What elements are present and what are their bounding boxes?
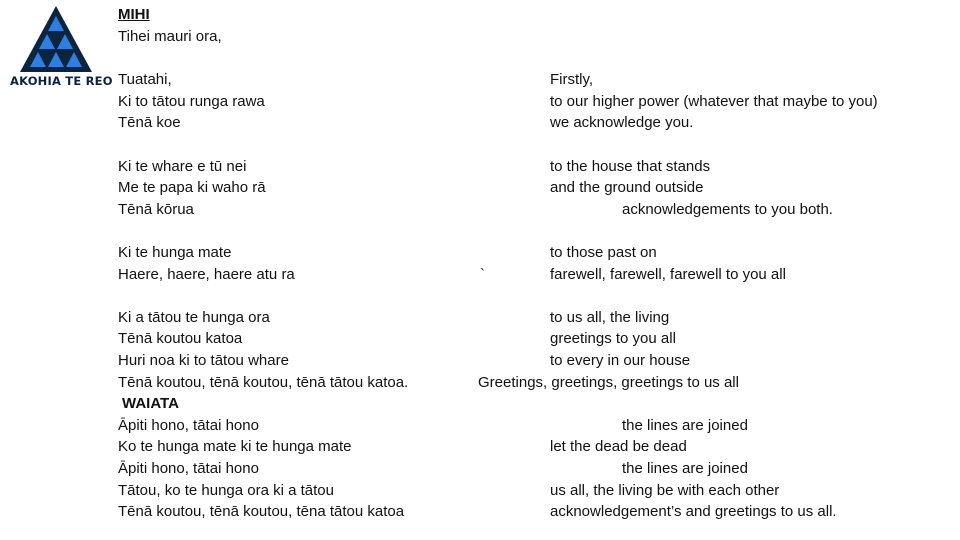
logo-text: AKOHIA TE REO bbox=[10, 74, 113, 88]
maori-line: Ki to tātou runga rawa bbox=[118, 93, 265, 110]
waiata-heading: WAIATA bbox=[122, 395, 179, 412]
page-title: MIHI bbox=[118, 6, 150, 23]
english-line: acknowledgements to you both. bbox=[622, 201, 833, 218]
english-line: to the house that stands bbox=[550, 158, 711, 175]
english-line: let the dead be dead bbox=[550, 438, 687, 455]
maori-line: Huri noa ki to tātou whare bbox=[118, 352, 289, 369]
maori-line: Ki te whare e tū nei bbox=[118, 158, 247, 175]
triangle-logo-icon bbox=[20, 6, 92, 72]
maori-line: Ki a tātou te hunga ora bbox=[118, 309, 270, 326]
maori-line: Āpiti hono, tātai hono bbox=[118, 417, 259, 434]
english-line: the lines are joined bbox=[622, 460, 748, 477]
akohia-te-reo-logo bbox=[10, 6, 113, 92]
maori-line: Tuatahi, bbox=[118, 71, 172, 88]
english-line: the lines are joined bbox=[622, 417, 748, 434]
maori-line: Me te papa ki waho rā bbox=[118, 179, 266, 196]
maori-line: Tēnā koutou katoa bbox=[118, 330, 243, 347]
english-line: Greetings, greetings, greetings to us all bbox=[478, 374, 739, 391]
maori-line: Haere, haere, haere atu ra bbox=[118, 266, 295, 283]
english-line: to our higher power (whatever that maybe to you) bbox=[550, 93, 878, 110]
opening-line: Tihei mauri ora, bbox=[118, 28, 222, 45]
maori-line: Tēnā kōrua bbox=[118, 201, 194, 218]
english-line: us all, the living be with each other bbox=[550, 482, 780, 499]
english-line: to every in our house bbox=[550, 352, 691, 369]
maori-line: Ki te hunga mate bbox=[118, 244, 232, 261]
maori-line: Āpiti hono, tātai hono bbox=[118, 460, 259, 477]
english-line: we acknowledge you. bbox=[550, 114, 694, 131]
english-line: acknowledgement’s and greetings to us all. bbox=[550, 503, 837, 520]
english-line: to us all, the living bbox=[550, 309, 670, 326]
english-line: and the ground outside bbox=[550, 179, 704, 196]
english-line: greetings to you all bbox=[550, 330, 676, 347]
maori-line: Tātou, ko te hunga ora ki a tātou bbox=[118, 482, 334, 499]
english-line: to those past on bbox=[550, 244, 657, 261]
english-line: Firstly, bbox=[550, 71, 594, 88]
maori-line: Tēnā koutou, tēnā koutou, tēna tātou katoa bbox=[118, 503, 405, 520]
maori-line: Tēnā koe bbox=[118, 114, 181, 131]
english-line: farewell, farewell, farewell to you all bbox=[550, 266, 786, 283]
maori-line: Tēnā koutou, tēnā koutou, tēnā tātou katoa. bbox=[118, 374, 409, 391]
maori-line: Ko te hunga mate ki te hunga mate bbox=[118, 438, 352, 455]
stray-mark: ` bbox=[480, 266, 485, 283]
